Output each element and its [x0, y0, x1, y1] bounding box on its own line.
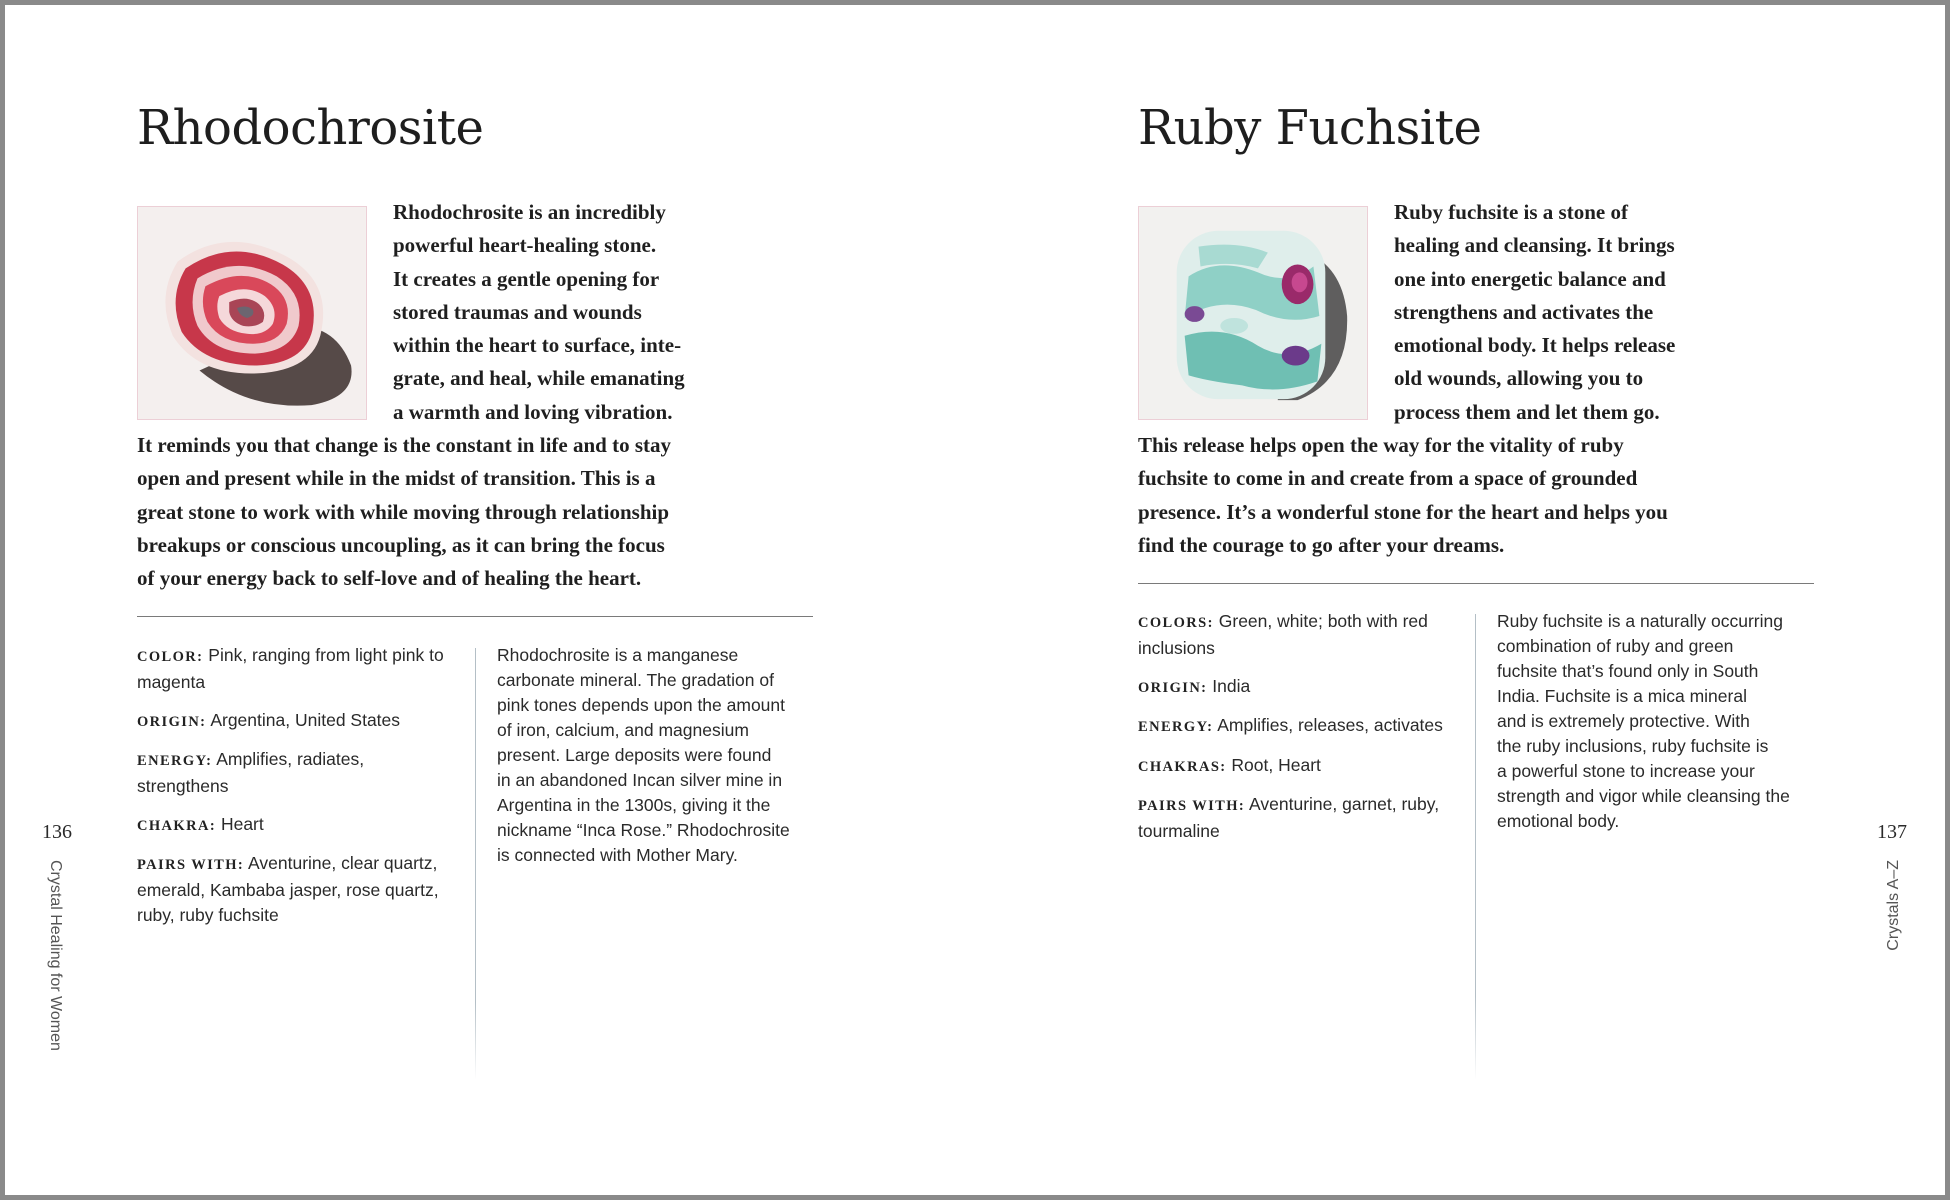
intro-line: of your energy back to self-love and of healing the heart. [137, 566, 642, 591]
fact-value: Heart [220, 813, 264, 834]
column-divider [1475, 614, 1476, 1080]
fact-label: ORIGIN: [1138, 679, 1208, 696]
intro-line: fuchsite to come in and create from a space of grounded [1138, 466, 1638, 491]
intro-line: one into energetic balance and [1394, 266, 1666, 291]
description-line: is connected with Mother Mary. [497, 845, 738, 865]
description-line: the ruby inclusions, ruby fuchsite is [1497, 736, 1769, 756]
intro-line: a warmth and loving vibration. [393, 399, 673, 424]
description-line: India. Fuchsite is a mica mineral [1497, 686, 1747, 706]
fact-energy [137, 747, 455, 799]
description-line: strength and vigor while cleansing the [1497, 786, 1790, 806]
facts-list [1138, 609, 1460, 857]
section-divider [1138, 583, 1814, 584]
intro-line: Ruby fuchsite is a stone of [1394, 200, 1628, 224]
fact-colors [1138, 609, 1460, 661]
fact-label: COLOR: [137, 649, 204, 665]
section-divider [137, 616, 813, 617]
fact-label: ORIGIN: [137, 713, 207, 730]
page-title: Ruby Fuchsite [1138, 100, 1482, 156]
intro-line: powerful heart-healing stone. [393, 233, 657, 258]
fact-label: PAIRS WITH: [1138, 798, 1246, 814]
fact-value: Argentina, United States [210, 709, 401, 730]
fact-origin [137, 708, 455, 735]
intro-line: old wounds, allowing you to [1394, 366, 1644, 391]
page-number: 137 [1877, 821, 1907, 843]
fact-energy [1138, 713, 1460, 740]
fact-label: ENERGY: [137, 753, 213, 769]
description-line: pink tones depends upon the amount [497, 695, 785, 715]
description-line: carbonate mineral. The gradation of [497, 670, 774, 690]
fact-value: Aventurine, clear quartz, emerald, Kambaba jasper, rose quartz, ruby, ruby fuchsite [137, 853, 439, 925]
description-line: and is extremely protective. With [1497, 711, 1750, 731]
intro-line: strengthens and activates the [1394, 299, 1654, 324]
intro-line: emotional body. It helps release [1394, 333, 1676, 358]
description-line: emotional body. [1497, 811, 1620, 831]
fact-color [137, 643, 455, 695]
mineral-description [497, 643, 827, 868]
right-page [975, 0, 1950, 1200]
intro-paragraph [1138, 196, 1738, 562]
fact-label: COLORS: [1138, 615, 1214, 631]
fact-label: CHAKRAS: [1138, 758, 1227, 775]
fact-value: Aventurine, garnet, ruby, tourmaline [1138, 794, 1440, 841]
fact-label: CHAKRA: [137, 817, 217, 834]
intro-line: presence. It’s a wonderful stone for the heart and helps you [1138, 499, 1668, 524]
fact-value: Amplifies, releases, activates [1217, 715, 1443, 735]
running-head: Crystal Healing for Women [47, 860, 64, 1051]
intro-line: great stone to work with while moving through relationship [137, 499, 670, 524]
fact-value: Pink, ranging from light pink to magenta [137, 645, 444, 692]
description-line: fuchsite that’s found only in South [1497, 661, 1759, 681]
column-divider [475, 648, 476, 1080]
fact-pairs-with [137, 851, 455, 928]
description-line: combination of ruby and green [1497, 636, 1734, 656]
description-line: present. Large deposits were found [497, 745, 772, 765]
intro-line: breakups or conscious uncoupling, as it can bring the focus [137, 532, 665, 557]
fact-value: India [1212, 675, 1251, 696]
description-line: nickname “Inca Rose.” Rhodochrosite [497, 820, 790, 840]
intro-line: find the courage to go after your dreams. [1138, 532, 1505, 557]
fact-chakras [1138, 753, 1460, 780]
description-line: Argentina in the 1300s, giving it the [497, 795, 771, 815]
fact-pairs-with [1138, 792, 1460, 844]
intro-line: healing and cleansing. It brings [1394, 233, 1675, 258]
fact-label: ENERGY: [1138, 719, 1214, 735]
description-line: in an abandoned Incan silver mine in [497, 770, 783, 790]
intro-line: open and present while in the midst of transition. This is a [137, 466, 656, 491]
intro-line: stored traumas and wounds [393, 299, 642, 324]
intro-line: It creates a gentle opening for [393, 266, 660, 291]
fact-label: PAIRS WITH: [137, 857, 245, 873]
description-line: Rhodochrosite is a manganese [497, 645, 739, 665]
intro-line: process them and let them go. [1394, 399, 1660, 424]
intro-line: grate, and heal, while emanating [393, 366, 685, 391]
fact-origin [1138, 674, 1460, 701]
intro-line: This release helps open the way for the vitality of ruby [1138, 433, 1624, 458]
intro-line: within the heart to surface, inte- [393, 333, 682, 358]
page-number: 136 [42, 821, 72, 843]
running-head: Crystals A–Z [1885, 860, 1902, 951]
intro-line: Rhodochrosite is an incredibly [393, 200, 666, 224]
intro-line: It reminds you that change is the constant in life and to stay [137, 433, 671, 458]
fact-value: Root, Heart [1231, 754, 1321, 775]
mineral-description [1497, 609, 1837, 834]
description-line: Ruby fuchsite is a naturally occurring [1497, 611, 1783, 631]
fact-chakra [137, 812, 455, 839]
description-line: of iron, calcium, and magnesium [497, 720, 749, 740]
fact-value: Green, white; both with red inclusions [1138, 611, 1428, 658]
page-title: Rhodochrosite [137, 100, 484, 156]
intro-paragraph [137, 196, 737, 596]
facts-list [137, 643, 455, 941]
fact-value: Amplifies, radiates, strengthens [137, 749, 365, 796]
description-line: a powerful stone to increase your [1497, 761, 1755, 781]
